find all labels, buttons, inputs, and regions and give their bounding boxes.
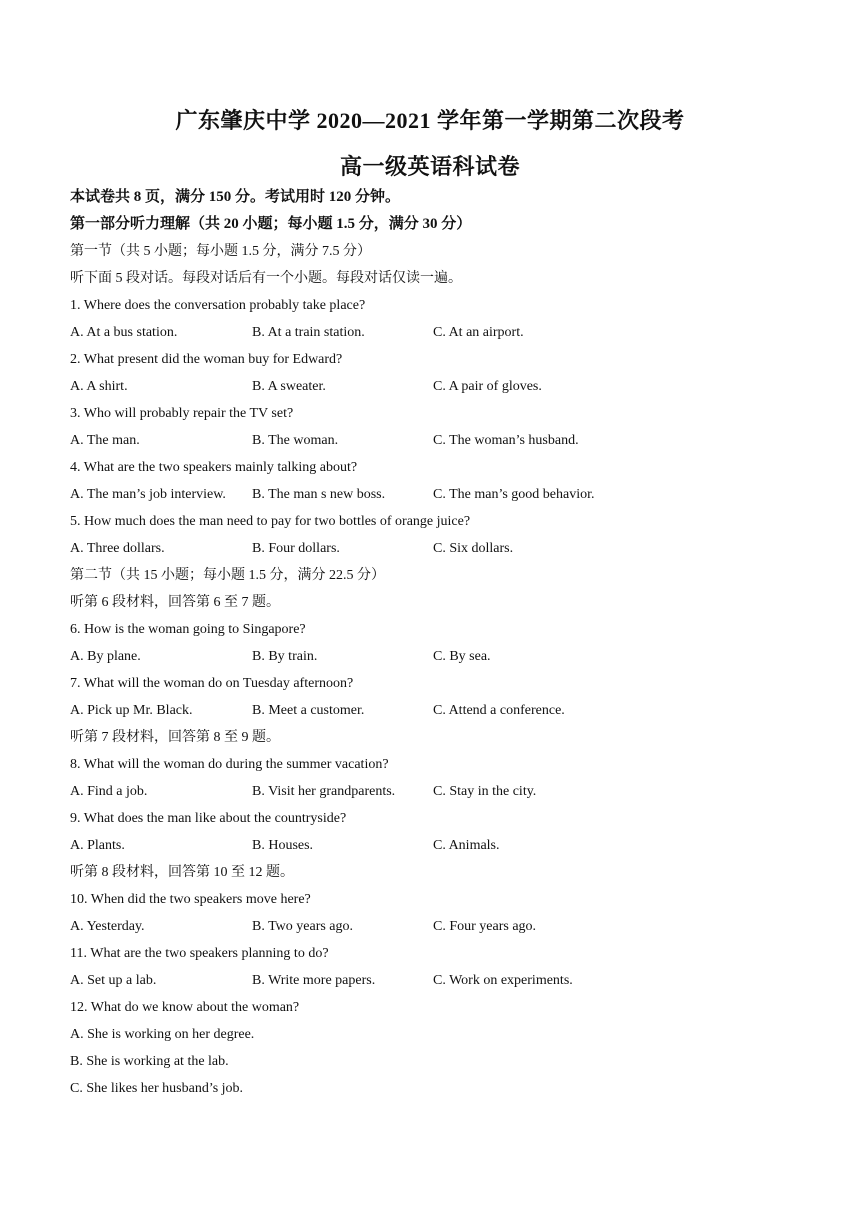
option-a: A. By plane. (70, 649, 141, 664)
exam-title: 广东肇庆中学 2020—2021 学年第一学期第二次段考 (175, 108, 685, 133)
exam-subtitle: 高一级英语科试卷 (339, 154, 520, 179)
option-b: B. By train. (252, 649, 318, 664)
option-c: C. Four years ago. (433, 919, 537, 934)
option-a: A. Find a job. (70, 784, 148, 799)
option-a: A. At a bus station. (70, 325, 178, 340)
part1-heading: 第一部分听力理解（共 20 小题；每小题 1.5 分，满分 30 分） (70, 216, 472, 232)
option-c: C. She likes her husband’s job. (70, 1081, 244, 1096)
option-b: B. A sweater. (252, 379, 326, 394)
section1-heading: 第一节（共 5 小题；每小题 1.5 分，满分 7.5 分） (70, 244, 371, 259)
option-a: A. Three dollars. (70, 541, 165, 556)
option-c: C. Six dollars. (433, 541, 514, 556)
question-6: 6. How is the woman going to Singapore? (70, 622, 306, 637)
question-1: 1. Where does the conversation probably take place? (70, 298, 366, 313)
option-a: A. Pick up Mr. Black. (70, 703, 193, 718)
question-5: 5. How much does the man need to pay for two bottles of orange juice? (70, 514, 471, 529)
question-4: 4. What are the two speakers mainly talking about? (70, 460, 358, 475)
question-7: 7. What will the woman do on Tuesday afternoon? (70, 676, 354, 691)
material-7-instruction: 听第 7 段材料，回答第 8 至 9 题。 (70, 730, 280, 745)
option-c: C. Work on experiments. (433, 973, 573, 988)
option-b: B. The man s new boss. (252, 487, 386, 502)
section1-instruction: 听下面 5 段对话。每段对话后有一个小题。每段对话仅读一遍。 (70, 271, 462, 286)
option-c: C. The man’s good behavior. (433, 487, 595, 502)
option-a: A. Yesterday. (70, 919, 145, 934)
option-b: B. She is working at the lab. (70, 1054, 229, 1069)
question-12: 12. What do we know about the woman? (70, 1000, 300, 1015)
question-9: 9. What does the man like about the countryside? (70, 811, 347, 826)
option-a: A. Plants. (70, 838, 125, 853)
question-8: 8. What will the woman do during the summer vacation? (70, 757, 389, 772)
question-2: 2. What present did the woman buy for Edward? (70, 352, 343, 367)
option-b: B. Two years ago. (252, 919, 354, 934)
material-8-instruction: 听第 8 段材料，回答第 10 至 12 题。 (70, 865, 294, 880)
option-b: B. At a train station. (252, 325, 365, 340)
exam-intro: 本试卷共 8 页，满分 150 分。考试用时 120 分钟。 (70, 189, 401, 205)
option-c: C. The woman’s husband. (433, 433, 579, 448)
option-a: A. Set up a lab. (70, 973, 157, 988)
option-c: C. By sea. (433, 649, 491, 664)
option-c: C. Stay in the city. (433, 784, 537, 799)
option-b: B. Meet a customer. (252, 703, 365, 718)
option-c: C. Animals. (433, 838, 500, 853)
option-a: A. The man. (70, 433, 140, 448)
option-b: B. The woman. (252, 433, 339, 448)
option-b: B. Houses. (252, 838, 314, 853)
question-3: 3. Who will probably repair the TV set? (70, 406, 294, 421)
option-b: B. Visit her grandparents. (252, 784, 396, 799)
question-11: 11. What are the two speakers planning to do? (70, 946, 329, 961)
option-c: C. At an airport. (433, 325, 524, 340)
option-a: A. A shirt. (70, 379, 128, 394)
question-10: 10. When did the two speakers move here? (70, 892, 311, 907)
option-c: C. A pair of gloves. (433, 379, 542, 394)
option-b: B. Write more papers. (252, 973, 376, 988)
material-6-instruction: 听第 6 段材料，回答第 6 至 7 题。 (70, 595, 280, 610)
option-c: C. Attend a conference. (433, 703, 565, 718)
option-b: B. Four dollars. (252, 541, 340, 556)
option-a: A. She is working on her degree. (70, 1027, 255, 1042)
option-a: A. The man’s job interview. (70, 487, 226, 502)
section2-heading: 第二节（共 15 小题；每小题 1.5 分，满分 22.5 分） (70, 568, 385, 583)
